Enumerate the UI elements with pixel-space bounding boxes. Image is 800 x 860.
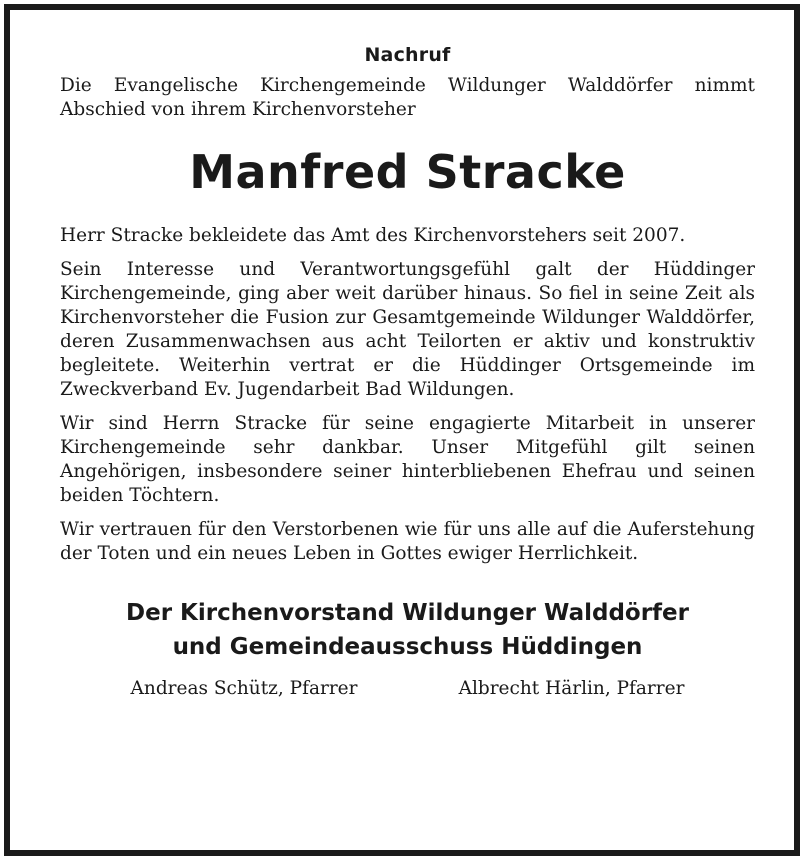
paragraph-gratitude: Wir sind Herrn Stracke für seine engagierte Mitarbeit in unserer Kirchengemeinde sehr dankbar. Unser Mitgefühl gilt seinen Angehörigen, insbesondere seiner hinterbliebenen Ehefrau und seinen beiden Töchtern. (60, 413, 755, 506)
signoff-line-1: Der Kirchenvorstand Wildunger Walddörfer (126, 600, 689, 626)
signature-pastor-2: Albrecht Härlin, Pfarrer (458, 678, 685, 699)
paragraph-faith: Wir vertrauen für den Verstorbenen wie für uns alle auf die Auferstehung der Toten und ein neues Leben in Gottes ewiger Herrlichkeit. (60, 519, 755, 564)
obituary-frame (4, 4, 800, 856)
intro-text: Die Evangelische Kirchengemeinde Wildunger Walddörfer nimmt Abschied von ihrem Kirchenvorsteher (60, 75, 755, 120)
paragraph-engagement: Sein Interesse und Verantwortungsgefühl galt der Hüddinger Kirchengemeinde, ging aber weit darüber hinaus. So fiel in seine Zeit als Kirchenvorsteher die Fusion zur Gesamtgemeinde Wildunger Walddörfer, deren Zusammenwachsen aus acht Teilorten er aktiv und konstruktiv begleitete. Weiterhin vertrat er die Hüddinger Ortsgemeinde im Zweckverband Ev. Jugendarbeit Bad Wildungen. (60, 259, 755, 400)
signoff-block (60, 596, 755, 664)
signature-pastor-1: Andreas Schütz, Pfarrer (130, 678, 358, 699)
obituary-content (60, 44, 755, 699)
deceased-name: Manfred Stracke (189, 145, 626, 199)
signoff-line-2: und Gemeindeausschuss Hüddingen (172, 634, 643, 660)
obituary-heading: Nachruf (364, 44, 451, 66)
signatures (60, 678, 755, 699)
paragraph-tenure: Herr Stracke bekleidete das Amt des Kirchenvorstehers seit 2007. (60, 225, 686, 246)
